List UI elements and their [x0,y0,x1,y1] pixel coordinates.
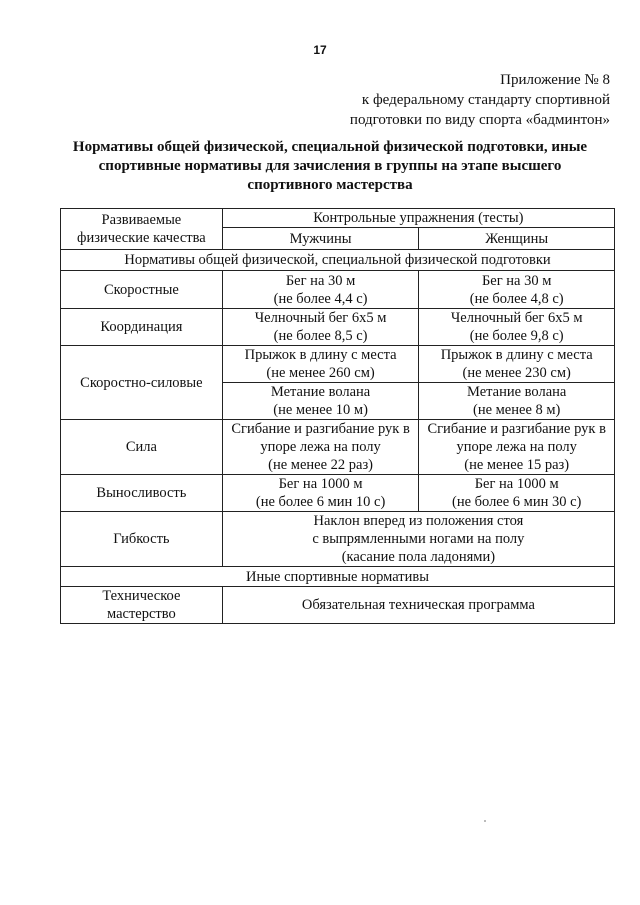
table-row [61,271,615,309]
quality-cell: Сила [61,420,223,475]
appendix-line: подготовки по виду спорта «бадминтон» [349,112,610,128]
section-general-standards: Нормативы общей физической, специальной физической подготовки [61,250,615,271]
standards-table [60,208,615,624]
men-cell: Метание волана (не менее 10 м) [222,383,419,420]
men-cell: Бег на 1000 м (не более 6 мин 10 с) [222,475,419,512]
flexibility-test-cell: Наклон вперед из положения стоя с выпрямленными ногами на полу (касание пола ладонями) [222,512,614,567]
men-cell: Челночный бег 6х5 м (не более 8,5 с) [222,309,419,346]
women-cell: Метание волана (не менее 8 м) [419,383,615,420]
quality-cell: Гибкость [61,512,223,567]
section-other-standards: Иные спортивные нормативы [61,567,615,587]
men-cell: Сгибание и разгибание рук в упоре лежа на полу (не менее 22 раз) [222,420,419,475]
men-cell: Бег на 30 м (не более 4,4 с) [222,271,419,309]
header-exercises: Контрольные упражнения (тесты) [222,209,614,228]
appendix-line: к федеральному стандарту спортивной [361,92,610,108]
table-header-row [61,209,615,228]
document-title [60,138,600,195]
men-cell: Прыжок в длину с места (не менее 260 см) [222,346,419,383]
table-row [61,420,615,475]
section-row [61,250,615,271]
quality-cell: Техническое мастерство [61,587,223,624]
section-row [61,567,615,587]
women-cell: Челночный бег 6х5 м (не более 9,8 с) [419,309,615,346]
table-row [61,346,615,383]
title-line: спортивные нормативы для зачисления в группы на этапе высшего [98,158,562,174]
title-line: спортивного мастерства [247,177,413,193]
women-cell: Прыжок в длину с места (не менее 230 см) [419,346,615,383]
header-men: Мужчины [222,228,419,250]
women-cell: Бег на 1000 м (не более 6 мин 30 с) [419,475,615,512]
women-cell: Сгибание и разгибание рук в упоре лежа на полу (не менее 15 раз) [419,420,615,475]
scan-speck [484,820,486,822]
quality-cell: Скоростные [61,271,223,309]
page-number: 17 [313,43,327,57]
header-women: Женщины [419,228,615,250]
quality-cell: Координация [61,309,223,346]
quality-cell: Выносливость [61,475,223,512]
table-row [61,475,615,512]
title-line: Нормативы общей физической, специальной физической подготовки, иные [72,139,588,155]
table-row [61,512,615,567]
appendix-line: Приложение № 8 [500,72,610,88]
table-row [61,309,615,346]
table-row [61,587,615,624]
quality-cell: Скоростно-силовые [61,346,223,420]
appendix-note [350,70,610,130]
header-qualities: Развиваемые физические качества [61,209,223,250]
technical-program-cell: Обязательная техническая программа [222,587,614,624]
women-cell: Бег на 30 м (не более 4,8 с) [419,271,615,309]
